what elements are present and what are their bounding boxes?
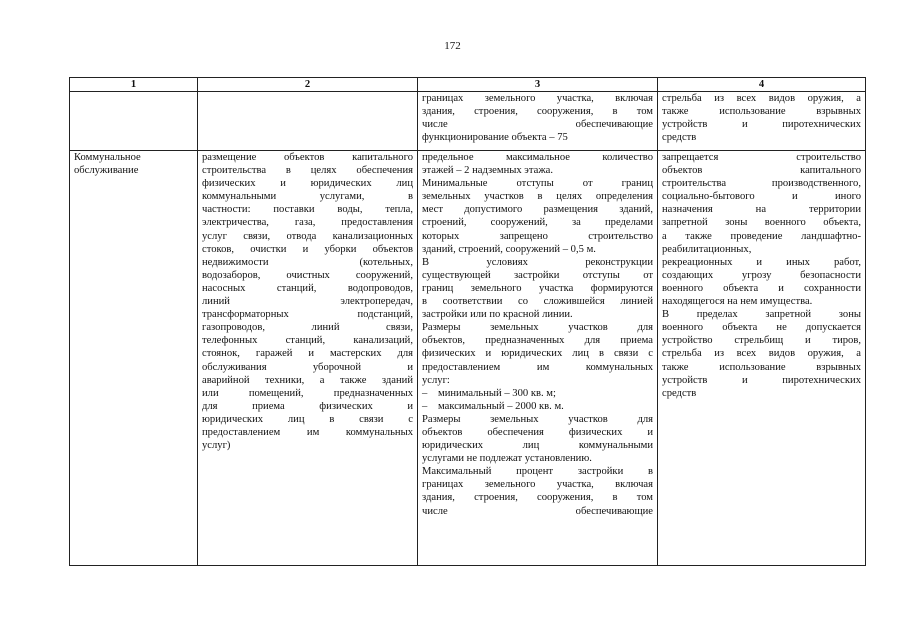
text-line: или помещений, предназначенных — [202, 387, 413, 399]
text-line: рекреационных и иных работ, — [662, 256, 861, 268]
text-line: объектов капитального — [662, 165, 861, 177]
text-line: коммунальными услугами, в — [202, 191, 413, 203]
text-line: газопроводов, линий связи, — [202, 322, 413, 334]
text-line: Размеры земельных участков для — [422, 322, 653, 334]
text-line: предоставлением им коммунальных — [422, 361, 653, 373]
cell-parameters — [418, 151, 658, 566]
header-row — [70, 78, 866, 92]
text-line: границах земельного участка, включая — [422, 479, 653, 491]
text-line: стоков, очистки и уборки объектов — [202, 243, 413, 255]
cell-r1-c1 — [70, 92, 198, 151]
text-line: физических и юридических лиц — [202, 178, 413, 190]
header-col-3: 3 — [418, 78, 658, 92]
text-line: назначения на территории — [662, 204, 861, 216]
text-line: реабилитационных, — [662, 243, 752, 255]
text-line: В пределах запретной зоны — [662, 309, 861, 321]
page-number: 172 — [444, 40, 461, 52]
text-line: размещение объектов капитального — [202, 152, 413, 163]
text-line: телефонных станций, канализаций, — [202, 335, 413, 347]
text-line: устройств и пиротехнических — [662, 119, 861, 131]
text-line: трансформаторных подстанций, — [202, 309, 413, 321]
text-line: устройств и пиротехнических — [662, 374, 861, 386]
text-line: запретной зоны военного объекта, — [662, 217, 861, 229]
text-line: числе обеспечивающие — [422, 505, 653, 517]
table-row — [70, 151, 866, 566]
text-line: также использование взрывных — [662, 106, 861, 118]
zoning-table — [69, 77, 866, 566]
text-line: застройки или по красной линии. — [422, 309, 573, 321]
text-line: аварийной техники, а также зданий — [202, 374, 413, 386]
text-line: строений, сооружений, за пределами — [422, 217, 653, 229]
text-line: здания, строения, сооружения, в том — [422, 106, 653, 118]
text-line: в соответствии со сложившейся линией — [422, 296, 653, 308]
text-line: военного объекта и сохранности — [662, 282, 861, 294]
text-line: мест допустимого размещения зданий, — [422, 204, 653, 216]
text-line: Максимальный процент застройки в — [422, 466, 653, 478]
text-line: этажей – 2 надземных этажа. — [422, 165, 553, 177]
bullet-item: – минимальный – 300 кв. м; — [422, 387, 556, 399]
text-line: границ земельного участка формируются — [422, 282, 653, 294]
table-row — [70, 92, 866, 151]
text-line: предоставлением им коммунальных — [202, 426, 413, 438]
text-line: которых запрещено строительство — [422, 230, 653, 242]
bullet-text: максимальный – 2000 кв. м. — [438, 400, 564, 412]
text-line: стрельба из всех видов оружия, а — [662, 93, 861, 104]
text-line: строительства производственного, — [662, 178, 861, 190]
text-line: обслуживание — [74, 165, 139, 177]
text-line: Размеры земельных участков для — [422, 413, 653, 425]
text-line: средств — [662, 132, 697, 144]
text-line: социально-бытового и иного — [662, 191, 861, 203]
cell-activity-description — [198, 151, 418, 566]
header-col-1: 1 — [70, 78, 198, 92]
text-line: юридических лиц коммунальными — [422, 440, 653, 452]
header-col-2: 2 — [198, 78, 418, 92]
text-line: юридических лиц в связи с — [202, 413, 413, 425]
text-line: линий электропередач, — [202, 296, 413, 308]
text-line: недвижимости (котельных, — [202, 256, 413, 268]
text-line: объектов обеспечения физических и — [422, 426, 653, 438]
text-line: услугами не подлежат установлению. — [422, 453, 592, 465]
bullet-text: минимальный – 300 кв. м; — [438, 387, 556, 399]
text-line: электричества, газа, предоставления — [202, 217, 413, 229]
text-line: зданий, строений, сооружений – 0,5 м. — [422, 243, 596, 255]
cell-restrictions — [658, 151, 866, 566]
text-line: В условиях реконструкции — [422, 256, 653, 268]
text-line: создающих угрозу безопасности — [662, 269, 861, 281]
text-line: военного объекта не допускается — [662, 322, 861, 334]
text-line: физических и юридических лиц в связи с — [422, 348, 653, 360]
bullet-item: – максимальный – 2000 кв. м. — [422, 400, 564, 412]
text-line: услуг связи, отвода канализационных — [202, 230, 413, 242]
text-line: Минимальные отступы от границ — [422, 178, 653, 190]
text-line: для приема физических и — [202, 400, 413, 412]
text-line: также использование взрывных — [662, 361, 861, 373]
text-line: а также проведение ландшафтно- — [662, 230, 861, 242]
text-line: числе обеспечивающие — [422, 119, 653, 131]
cell-r1-c4 — [658, 92, 866, 151]
text-line: услуг) — [202, 440, 231, 452]
text-line: запрещается строительство — [662, 152, 861, 163]
text-line: стоянок, гаражей и мастерских для — [202, 348, 413, 360]
text-line: Коммунальное — [74, 152, 141, 163]
cell-r1-c3 — [418, 92, 658, 151]
header-col-4: 4 — [658, 78, 866, 92]
text-line: границах земельного участка, включая — [422, 93, 653, 104]
cell-r1-c2 — [198, 92, 418, 151]
text-line: строительства в целях обеспечения — [202, 165, 413, 177]
text-line: стрельба из всех видов оружия, а — [662, 348, 861, 360]
text-line: устройство стрельбищ и тиров, — [662, 335, 861, 347]
cell-activity-name — [70, 151, 198, 566]
text-line: предельное максимальное количество — [422, 152, 653, 163]
text-line: существующей застройки отступы от — [422, 269, 653, 281]
text-line: средств — [662, 387, 697, 399]
text-line: водозаборов, очистных сооружений, — [202, 269, 413, 281]
text-line: земельных участков в целях определения — [422, 191, 653, 203]
text-line: частности: поставки воды, тепла, — [202, 204, 413, 216]
text-line: объектов, предназначенных для приема — [422, 335, 653, 347]
text-line: функционирование объекта – 75 — [422, 132, 568, 144]
text-line: здания, строения, сооружения, в том — [422, 492, 653, 504]
text-line: обслуживания уборочной и — [202, 361, 413, 373]
text-line: находящегося на нем имущества. — [662, 296, 813, 308]
text-line: услуг: — [422, 374, 450, 386]
text-line: насосных станций, водопроводов, — [202, 282, 413, 294]
